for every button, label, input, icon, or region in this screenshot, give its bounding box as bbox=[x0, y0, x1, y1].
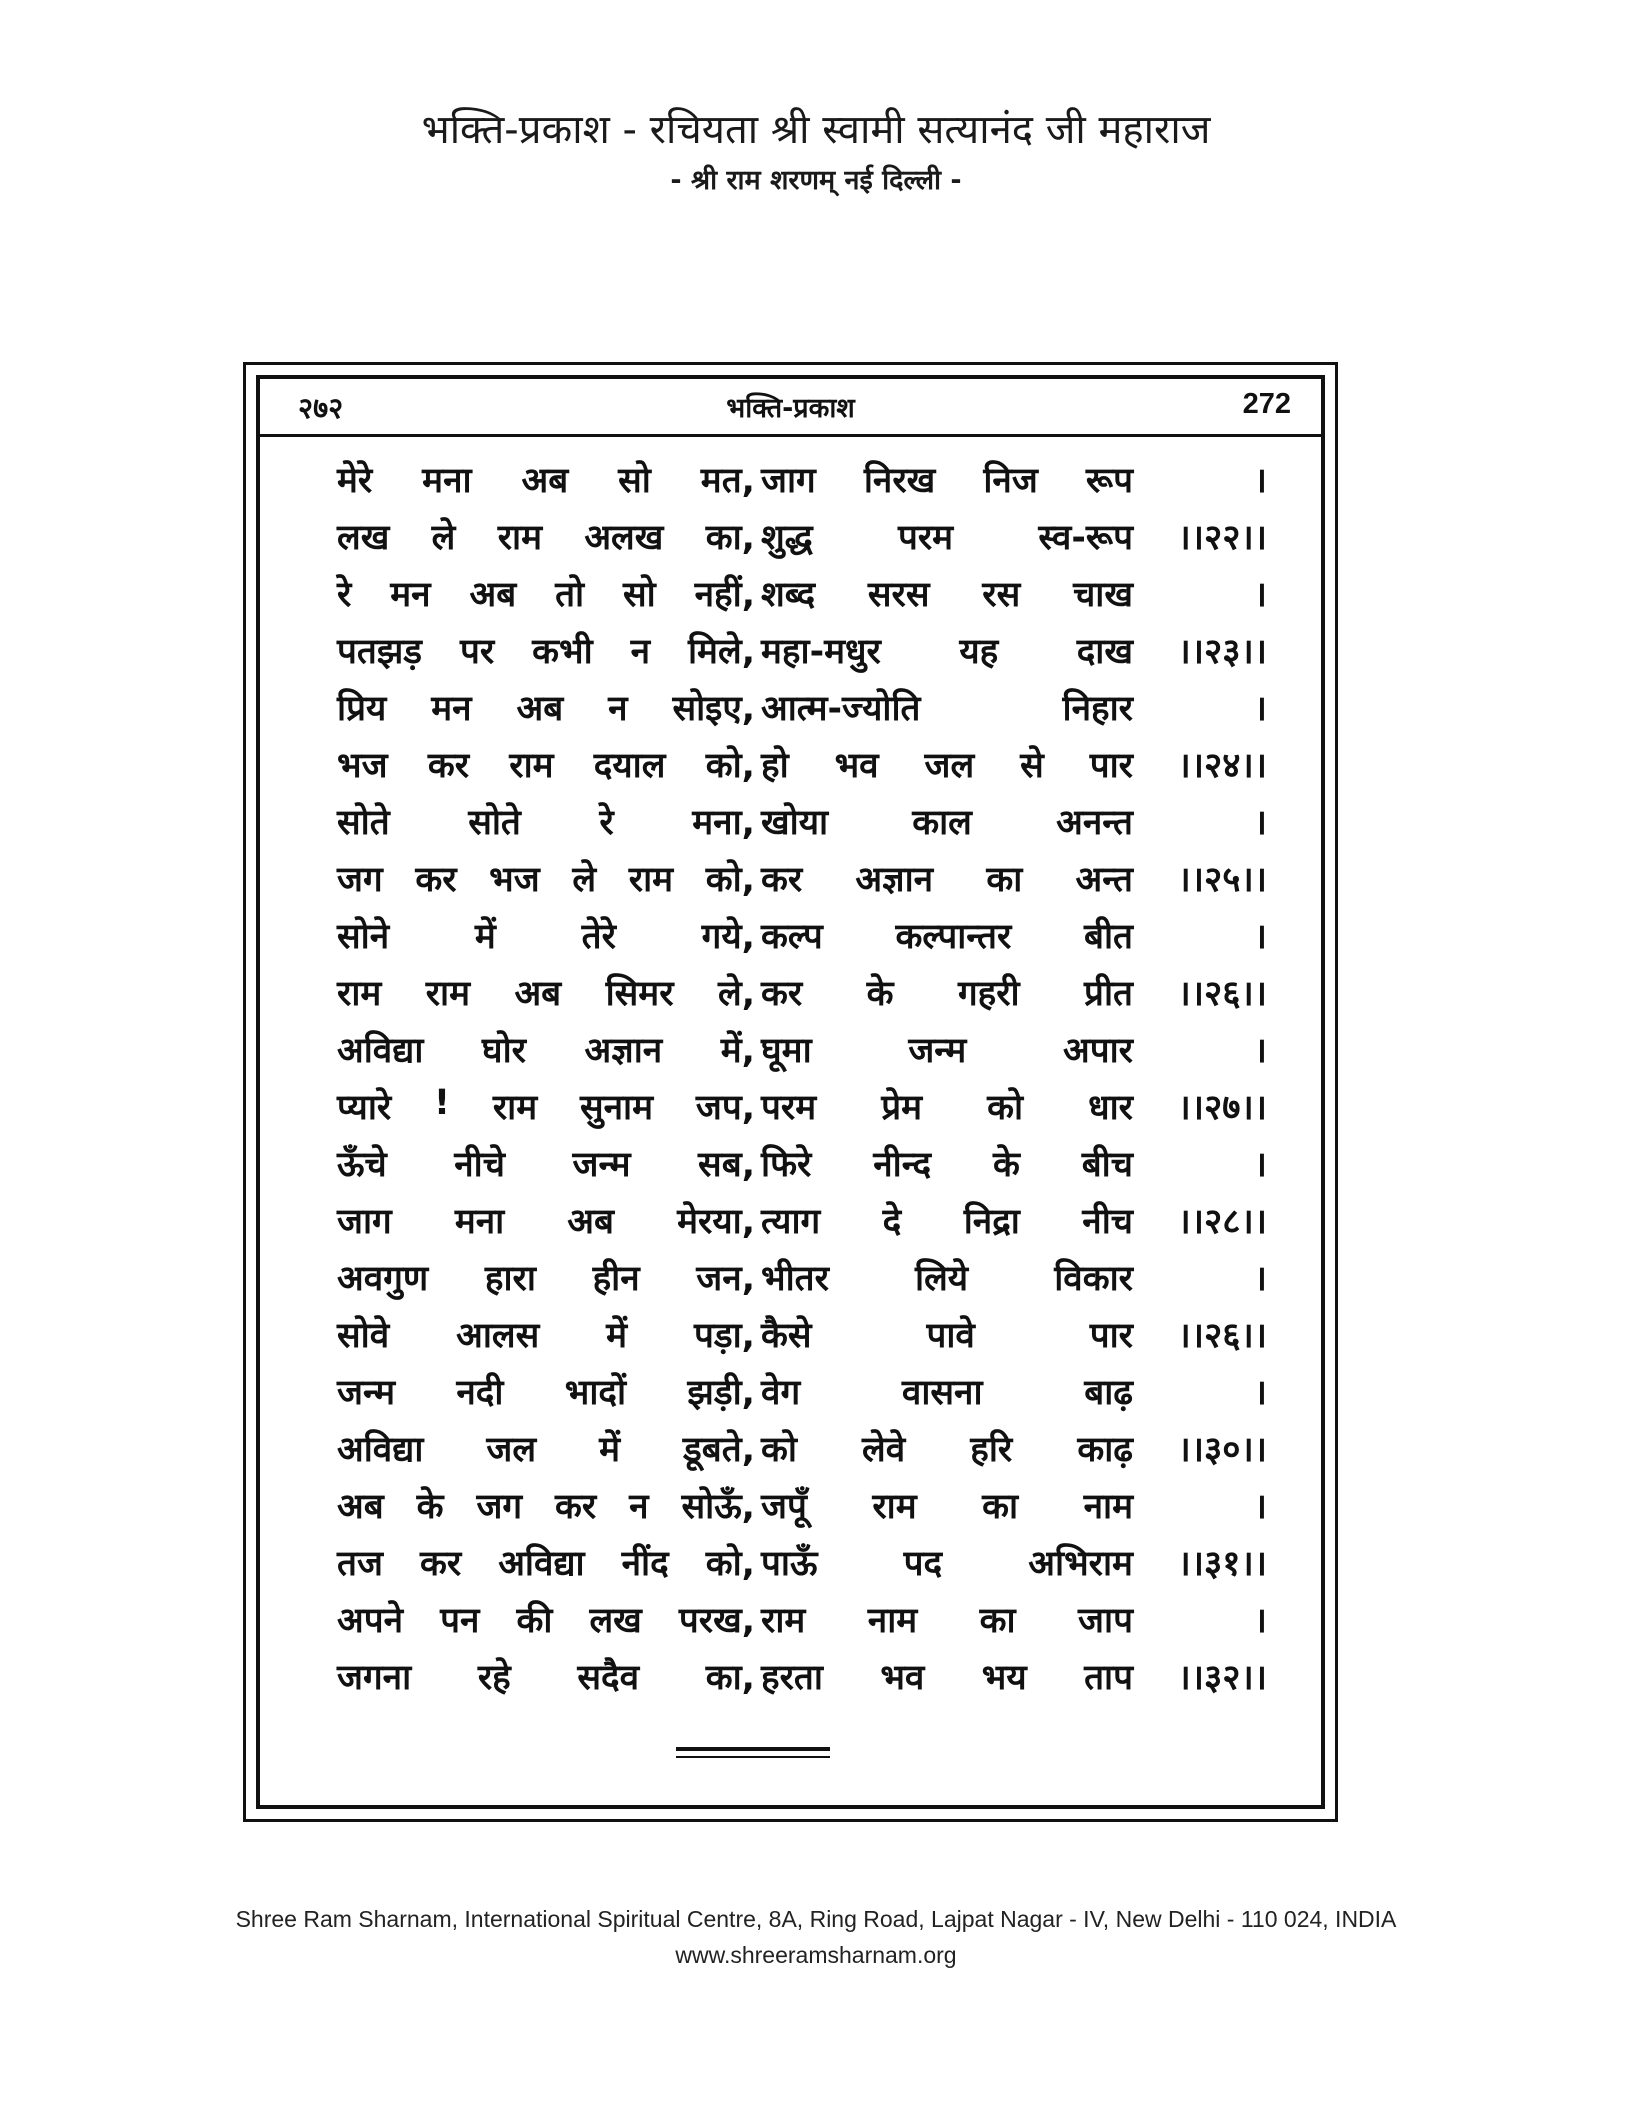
verse-word: अज्ञान bbox=[584, 1031, 663, 1071]
verse-mark: । bbox=[1253, 689, 1267, 729]
verse-mark: ।।३२।। bbox=[1177, 1658, 1267, 1698]
verse-word: राम bbox=[761, 1601, 806, 1641]
verse-word: कर bbox=[415, 860, 457, 900]
verse-word: अविद्या bbox=[337, 1430, 424, 1470]
verse-second-half bbox=[761, 570, 1133, 617]
verse-mark: । bbox=[1253, 1601, 1267, 1641]
verse-first-half bbox=[337, 741, 755, 788]
verse-word: अब bbox=[469, 575, 517, 615]
verse-word: विकार bbox=[1054, 1259, 1133, 1299]
verse-word: रूप bbox=[1085, 461, 1133, 501]
verse-line bbox=[337, 849, 1267, 906]
verse-word: अज्ञान bbox=[855, 860, 934, 900]
verse-word: रे bbox=[599, 803, 614, 843]
verse-word: लेवे bbox=[862, 1430, 906, 1470]
verse-word: को, bbox=[705, 860, 755, 900]
verse-word: नाम bbox=[1083, 1487, 1133, 1527]
verse-word: कर bbox=[555, 1487, 597, 1527]
verse-word: परम bbox=[897, 518, 954, 558]
verse-second-half bbox=[761, 627, 1133, 674]
verse-word: काढ़ bbox=[1077, 1430, 1133, 1470]
verse-mark: । bbox=[1253, 1373, 1267, 1413]
verse-word: राम bbox=[628, 860, 674, 900]
verse-second-half bbox=[761, 912, 1133, 959]
verse-line bbox=[337, 1590, 1267, 1647]
verse-first-half bbox=[337, 855, 755, 902]
verse-word: को, bbox=[705, 746, 755, 786]
verse-word: नहीं, bbox=[694, 575, 755, 615]
verse-word: भादों bbox=[564, 1373, 627, 1413]
verse-word: सुनाम bbox=[579, 1088, 654, 1128]
verse-first-half bbox=[337, 912, 755, 959]
verse-word: निज bbox=[983, 461, 1038, 501]
verse-word: पर bbox=[459, 632, 495, 672]
verse-line bbox=[337, 507, 1267, 564]
end-divider bbox=[676, 1747, 830, 1751]
verse-word: कल्पान्तर bbox=[895, 917, 1012, 957]
verse-word: राम bbox=[425, 974, 471, 1014]
document-subtitle: - श्री राम शरणम् नई दिल्ली - bbox=[670, 165, 962, 196]
verse-first-half bbox=[337, 798, 755, 845]
verse-word: दाख bbox=[1076, 632, 1133, 672]
verse-word: अब bbox=[337, 1487, 384, 1527]
verse-word: नाम bbox=[867, 1601, 918, 1641]
verse-mark: । bbox=[1253, 803, 1267, 843]
verse-word: अविद्या bbox=[337, 1031, 424, 1071]
verse-mark: । bbox=[1253, 1259, 1267, 1299]
verse-word: पार bbox=[1089, 1316, 1133, 1356]
verse-word: लिये bbox=[915, 1259, 969, 1299]
verse-word: हीन bbox=[592, 1259, 640, 1299]
verse-first-half bbox=[337, 456, 755, 503]
verse-line bbox=[337, 1191, 1267, 1248]
verse-mark: ।।२५।। bbox=[1177, 860, 1267, 900]
verse-word: के bbox=[866, 974, 894, 1014]
verse-first-half bbox=[337, 969, 755, 1016]
verse-word: पतझड़ bbox=[337, 632, 423, 672]
verse-second-half bbox=[761, 1482, 1133, 1529]
verse-word: शब्द bbox=[761, 575, 816, 615]
verse-second-half bbox=[761, 969, 1133, 1016]
verse-word: हरता bbox=[761, 1658, 823, 1698]
verse-word: के bbox=[992, 1145, 1020, 1185]
verse-word: भव bbox=[834, 746, 879, 786]
verse-mark: ।।२४।। bbox=[1177, 746, 1267, 786]
verse-word: डूबते, bbox=[683, 1430, 755, 1470]
verse-word: सब, bbox=[698, 1145, 755, 1185]
verse-word: अब bbox=[567, 1202, 615, 1242]
verse-first-half bbox=[337, 513, 755, 560]
verse-word: नीच bbox=[1082, 1202, 1133, 1242]
verse-word: तेरे bbox=[581, 917, 616, 957]
verse-first-half bbox=[337, 1596, 755, 1643]
verse-mark: ।।२८।। bbox=[1177, 1202, 1267, 1242]
verse-second-half bbox=[761, 1653, 1133, 1700]
verse-word: मना, bbox=[692, 803, 755, 843]
verse-word: कल्प bbox=[761, 917, 823, 957]
verse-word: मिले, bbox=[687, 632, 755, 672]
verse-line bbox=[337, 963, 1267, 1020]
verse-word: गये, bbox=[701, 917, 755, 957]
verse-word: मना bbox=[454, 1202, 505, 1242]
verse-word: का bbox=[986, 860, 1023, 900]
verse-first-half bbox=[337, 1083, 755, 1130]
verse-mark: ।।३०।। bbox=[1177, 1430, 1267, 1470]
verse-block bbox=[337, 450, 1267, 1704]
verse-first-half bbox=[337, 1368, 755, 1415]
verse-word: अभिराम bbox=[1028, 1544, 1133, 1584]
verse-word: जन्म bbox=[337, 1373, 396, 1413]
verse-line bbox=[337, 450, 1267, 507]
verse-second-half bbox=[761, 513, 1133, 560]
verse-word: राम bbox=[509, 746, 554, 786]
verse-word: जाग bbox=[761, 461, 816, 501]
verse-word: कभी bbox=[532, 632, 593, 672]
verse-first-half bbox=[337, 1254, 755, 1301]
verse-word: सरस bbox=[867, 575, 930, 615]
verse-word: जन्म bbox=[908, 1031, 967, 1071]
verse-second-half bbox=[761, 1596, 1133, 1643]
verse-word: सोने bbox=[337, 917, 390, 957]
verse-second-half bbox=[761, 1368, 1133, 1415]
verse-word: महा-मधुर bbox=[761, 632, 881, 672]
verse-word: यह bbox=[959, 632, 999, 672]
verse-word: जल bbox=[924, 746, 975, 786]
verse-word: भय bbox=[981, 1658, 1027, 1698]
verse-word: तज bbox=[337, 1544, 383, 1584]
end-divider-thin bbox=[676, 1756, 830, 1758]
verse-word: जपूँ bbox=[761, 1487, 807, 1527]
verse-word: लख bbox=[589, 1601, 642, 1641]
verse-word: को, bbox=[705, 1544, 755, 1584]
verse-word: से bbox=[1020, 746, 1044, 786]
verse-word: खोया bbox=[761, 803, 829, 843]
verse-word: राम bbox=[337, 974, 382, 1014]
verse-first-half bbox=[337, 1140, 755, 1187]
verse-word: स्व-रूप bbox=[1038, 518, 1133, 558]
verse-word: जग bbox=[476, 1487, 523, 1527]
verse-word: पाऊँ bbox=[761, 1544, 818, 1584]
verse-word: राम bbox=[872, 1487, 917, 1527]
verse-word: में bbox=[474, 917, 496, 957]
verse-word: बीत bbox=[1083, 917, 1133, 957]
verse-word: पड़ा, bbox=[694, 1316, 755, 1356]
verse-word: घोर bbox=[481, 1031, 526, 1071]
verse-word: अविद्या bbox=[498, 1544, 585, 1584]
verse-word: पन bbox=[440, 1601, 480, 1641]
verse-word: अब bbox=[514, 974, 562, 1014]
verse-word: रे bbox=[337, 575, 352, 615]
verse-word: कर bbox=[419, 1544, 462, 1584]
verse-word: गहरी bbox=[957, 974, 1020, 1014]
verse-second-half bbox=[761, 1311, 1133, 1358]
verse-word: राम bbox=[497, 518, 543, 558]
verse-second-half bbox=[761, 1539, 1133, 1586]
verse-word: में bbox=[606, 1316, 628, 1356]
verse-word: ऊँचे bbox=[337, 1145, 387, 1185]
verse-word: जगना bbox=[337, 1658, 412, 1698]
verse-word: कर bbox=[761, 974, 803, 1014]
verse-word: राम bbox=[492, 1088, 538, 1128]
verse-word: सो bbox=[623, 575, 656, 615]
verse-word: भज bbox=[337, 746, 388, 786]
verse-second-half bbox=[761, 684, 1133, 731]
verse-second-half bbox=[761, 741, 1133, 788]
footer-address: Shree Ram Sharnam, International Spiritual Centre, 8A, Ring Road, Lajpat Nagar - IV, New Delhi - 110 024, INDIA bbox=[235, 1906, 1397, 1932]
verse-word: मेरया, bbox=[677, 1202, 755, 1242]
verse-mark: । bbox=[1253, 1145, 1267, 1185]
verse-word: भव bbox=[880, 1658, 925, 1698]
verse-first-half bbox=[337, 1653, 755, 1700]
verse-word: दयाल bbox=[593, 746, 666, 786]
verse-word: निहार bbox=[1062, 689, 1133, 729]
verse-word: कर bbox=[761, 860, 803, 900]
verse-word: अन्त bbox=[1075, 860, 1133, 900]
verse-word: न bbox=[608, 689, 628, 729]
verse-word: अलख bbox=[584, 518, 664, 558]
verse-first-half bbox=[337, 1197, 755, 1244]
verse-line bbox=[337, 1362, 1267, 1419]
verse-word: न bbox=[630, 632, 651, 672]
verse-second-half bbox=[761, 456, 1133, 503]
verse-word: का bbox=[979, 1601, 1016, 1641]
verse-word: नींद bbox=[621, 1544, 669, 1584]
verse-word: दे bbox=[882, 1202, 902, 1242]
verse-line bbox=[337, 1419, 1267, 1476]
verse-line bbox=[337, 1647, 1267, 1704]
verse-word: आलस bbox=[456, 1316, 540, 1356]
verse-word: कर bbox=[427, 746, 470, 786]
verse-word: हरि bbox=[970, 1430, 1013, 1470]
verse-word: में, bbox=[720, 1031, 755, 1071]
verse-word: सदैव bbox=[577, 1658, 640, 1698]
verse-word: आत्म-ज्योति bbox=[761, 689, 921, 729]
verse-word: चाख bbox=[1073, 575, 1133, 615]
verse-line bbox=[337, 1077, 1267, 1134]
document-title: भक्ति-प्रकाश - रचियता श्री स्वामी सत्यानंद जी महाराज bbox=[421, 107, 1211, 153]
verse-word: जाप bbox=[1078, 1601, 1133, 1641]
verse-line bbox=[337, 906, 1267, 963]
page-header bbox=[260, 380, 1321, 432]
verse-second-half bbox=[761, 1083, 1133, 1130]
verse-first-half bbox=[337, 1539, 755, 1586]
verse-word: मन bbox=[431, 689, 472, 729]
page-number-hindi: २७२ bbox=[298, 391, 344, 425]
verse-word: प्रिय bbox=[337, 689, 387, 729]
verse-word: अनन्त bbox=[1056, 803, 1133, 843]
verse-second-half bbox=[761, 855, 1133, 902]
verse-word: शुद्ध bbox=[761, 518, 813, 558]
verse-word: काल bbox=[912, 803, 972, 843]
verse-word: जन, bbox=[696, 1259, 755, 1299]
verse-word: फिरे bbox=[761, 1145, 812, 1185]
verse-second-half bbox=[761, 1197, 1133, 1244]
verse-line bbox=[337, 678, 1267, 735]
verse-second-half bbox=[761, 1254, 1133, 1301]
page-number: 272 bbox=[1242, 388, 1291, 420]
verse-word: झड़ी, bbox=[687, 1373, 755, 1413]
verse-word: जन्म bbox=[572, 1145, 631, 1185]
verse-mark: । bbox=[1253, 575, 1267, 615]
verse-word: को bbox=[761, 1430, 797, 1470]
verse-line bbox=[337, 735, 1267, 792]
verse-word: में bbox=[599, 1430, 621, 1470]
verse-second-half bbox=[761, 798, 1133, 845]
verse-word: सिमर bbox=[605, 974, 674, 1014]
verse-word: सोते bbox=[468, 803, 521, 843]
verse-word: परम bbox=[761, 1088, 817, 1128]
verse-word: के bbox=[416, 1487, 444, 1527]
running-title: भक्ति-प्रकाश bbox=[726, 393, 855, 424]
verse-word: जल bbox=[486, 1430, 537, 1470]
verse-word: रहे bbox=[477, 1658, 511, 1698]
verse-line bbox=[337, 1533, 1267, 1590]
verse-word: त्याग bbox=[761, 1202, 821, 1242]
verse-word: ! bbox=[434, 1083, 450, 1123]
verse-word: प्रीत bbox=[1084, 974, 1133, 1014]
verse-line bbox=[337, 621, 1267, 678]
verse-word: बीच bbox=[1081, 1145, 1133, 1185]
verse-second-half bbox=[761, 1425, 1133, 1472]
verse-line bbox=[337, 792, 1267, 849]
verse-word: धार bbox=[1088, 1088, 1133, 1128]
verse-mark: ।।२२।। bbox=[1177, 518, 1267, 558]
verse-first-half bbox=[337, 1482, 755, 1529]
verse-word: निद्रा bbox=[963, 1202, 1020, 1242]
verse-word: जाग bbox=[337, 1202, 392, 1242]
verse-word: पद bbox=[903, 1544, 943, 1584]
verse-word: जग bbox=[337, 860, 383, 900]
verse-line bbox=[337, 564, 1267, 621]
verse-word: वेग bbox=[761, 1373, 801, 1413]
verse-word: अपने bbox=[337, 1601, 404, 1641]
verse-word: कैसे bbox=[761, 1316, 812, 1356]
verse-first-half bbox=[337, 1026, 755, 1073]
verse-word: हारा bbox=[484, 1259, 536, 1299]
header-divider bbox=[260, 434, 1321, 437]
verse-mark: ।।२७।। bbox=[1177, 1088, 1267, 1128]
verse-word: लख bbox=[337, 518, 390, 558]
verse-line bbox=[337, 1134, 1267, 1191]
verse-mark: ।।२६।। bbox=[1177, 974, 1267, 1014]
verse-word: सोवे bbox=[337, 1316, 390, 1356]
verse-word: हो bbox=[761, 746, 789, 786]
verse-word: ले, bbox=[717, 974, 755, 1014]
verse-first-half bbox=[337, 1425, 755, 1472]
verse-word: अपार bbox=[1062, 1031, 1133, 1071]
verse-word: जप, bbox=[695, 1088, 755, 1128]
verse-word: अब bbox=[521, 461, 569, 501]
verse-mark: ।।२३।। bbox=[1177, 632, 1267, 672]
verse-word: को bbox=[987, 1088, 1024, 1128]
verse-word: तो bbox=[555, 575, 585, 615]
verse-word: भीतर bbox=[761, 1259, 829, 1299]
verse-mark: । bbox=[1253, 917, 1267, 957]
verse-second-half bbox=[761, 1140, 1133, 1187]
verse-word: अवगुण bbox=[337, 1259, 429, 1299]
verse-word: सोइए, bbox=[672, 689, 755, 729]
verse-word: वासना bbox=[901, 1373, 983, 1413]
verse-word: मना bbox=[422, 461, 472, 501]
verse-mark: ।।२६।। bbox=[1177, 1316, 1267, 1356]
verse-word: मन bbox=[390, 575, 431, 615]
verse-word: मत, bbox=[700, 461, 755, 501]
verse-word: बाढ़ bbox=[1084, 1373, 1133, 1413]
verse-first-half bbox=[337, 684, 755, 731]
verse-word: नीचे bbox=[454, 1145, 505, 1185]
verse-first-half bbox=[337, 1311, 755, 1358]
verse-mark: । bbox=[1253, 1031, 1267, 1071]
verse-word: पावे bbox=[926, 1316, 975, 1356]
verse-mark: । bbox=[1253, 1487, 1267, 1527]
verse-first-half bbox=[337, 627, 755, 674]
verse-word: का bbox=[982, 1487, 1019, 1527]
verse-word: सोते bbox=[337, 803, 390, 843]
verse-first-half bbox=[337, 570, 755, 617]
verse-word: निरख bbox=[863, 461, 936, 501]
verse-second-half bbox=[761, 1026, 1133, 1073]
verse-word: का, bbox=[705, 518, 755, 558]
verse-word: प्यारे bbox=[337, 1088, 392, 1128]
verse-word: भज bbox=[489, 860, 540, 900]
verse-word: मेरे bbox=[337, 461, 373, 501]
verse-line bbox=[337, 1305, 1267, 1362]
verse-word: ले bbox=[431, 518, 456, 558]
verse-word: घूमा bbox=[761, 1031, 812, 1071]
verse-word: नदी bbox=[456, 1373, 504, 1413]
verse-line bbox=[337, 1020, 1267, 1077]
verse-mark: । bbox=[1253, 461, 1267, 501]
verse-word: प्रेम bbox=[881, 1088, 923, 1128]
verse-word: ताप bbox=[1084, 1658, 1133, 1698]
verse-word: परख, bbox=[678, 1601, 755, 1641]
verse-word: सो bbox=[618, 461, 651, 501]
verse-word: नीन्द bbox=[873, 1145, 932, 1185]
footer-url: www.shreeramsharnam.org bbox=[675, 1942, 957, 1968]
verse-word: ले bbox=[572, 860, 597, 900]
verse-word: न bbox=[629, 1487, 649, 1527]
verse-line bbox=[337, 1248, 1267, 1305]
verse-line bbox=[337, 1476, 1267, 1533]
verse-word: अब bbox=[516, 689, 564, 729]
verse-word: पार bbox=[1089, 746, 1133, 786]
verse-word: का, bbox=[705, 1658, 755, 1698]
verse-mark: ।।३१।। bbox=[1177, 1544, 1267, 1584]
verse-word: की bbox=[516, 1601, 553, 1641]
verse-word: सोऊँ, bbox=[681, 1487, 755, 1527]
verse-word: रस bbox=[982, 575, 1021, 615]
